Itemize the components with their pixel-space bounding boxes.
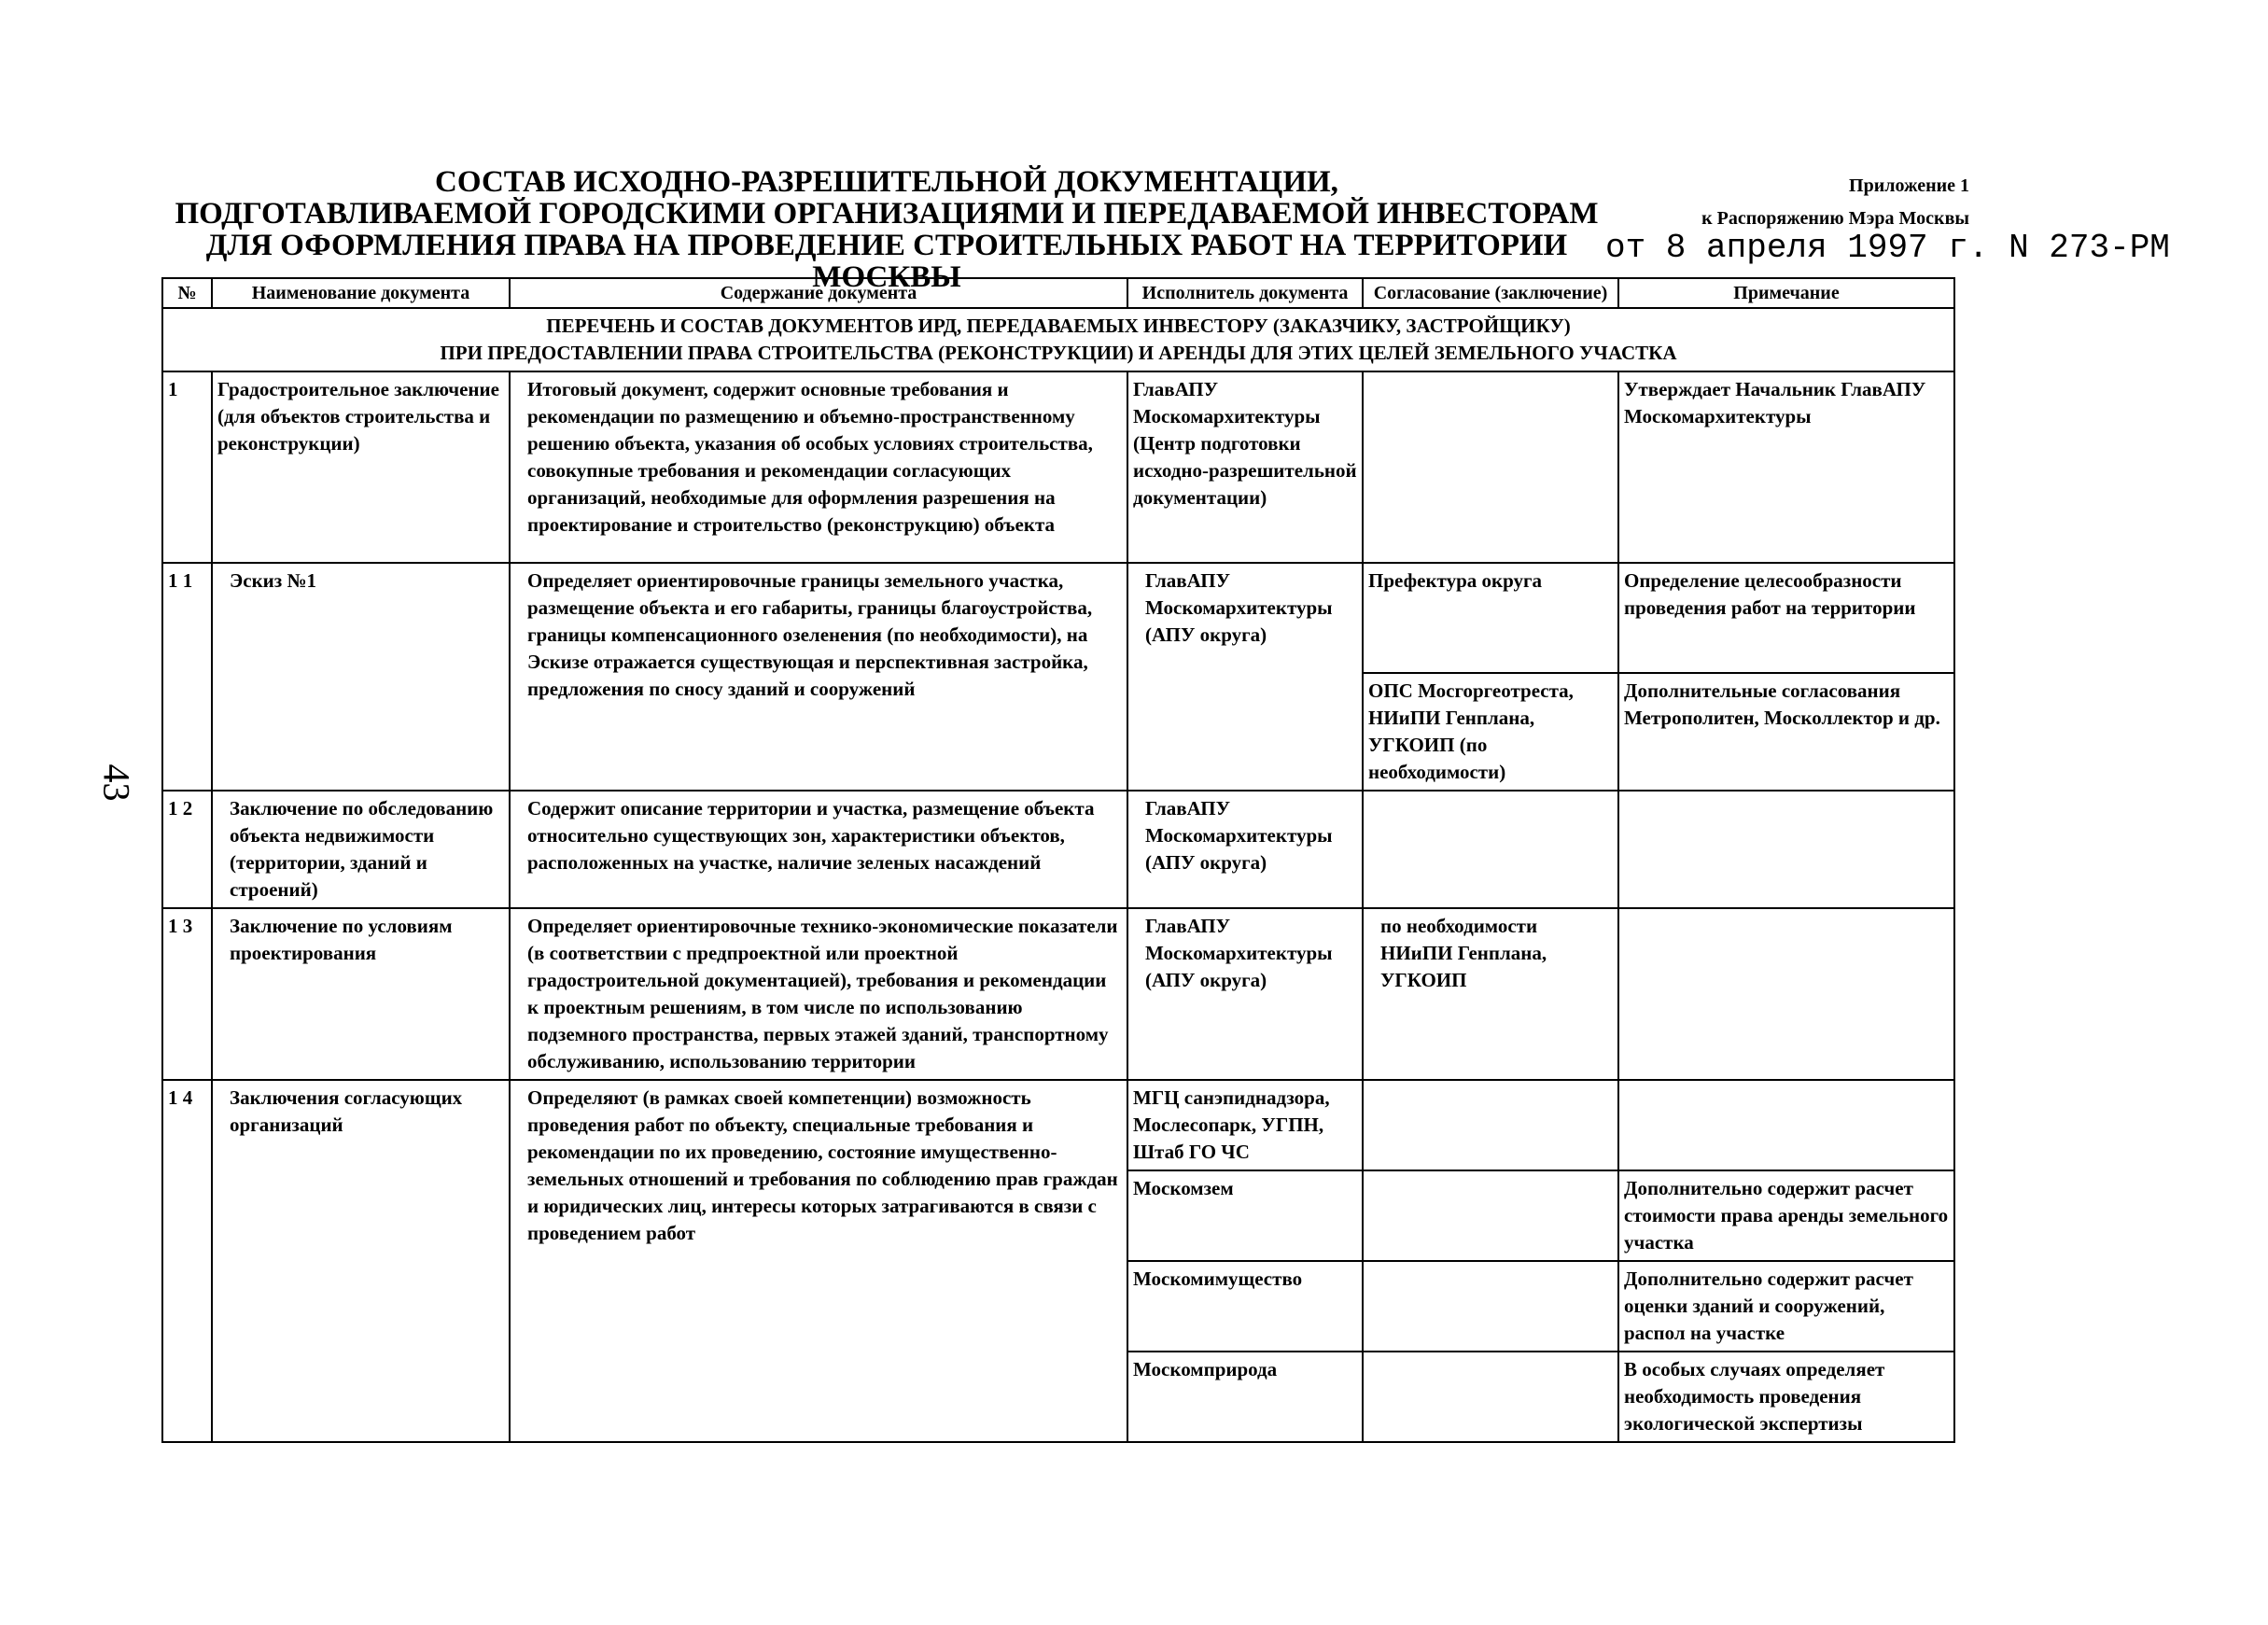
document-executor: Москомприрода [1127, 1352, 1363, 1442]
table-header-row [162, 278, 1954, 308]
table-row [162, 563, 1954, 673]
col-header-content: Содержание документа [510, 278, 1127, 308]
document-approval: ОПС Мосгоргеотреста, НИиПИ Генплана, УГКОИП (по необходимости) [1363, 673, 1618, 791]
document-content: Итоговый документ, содержит основные требования и рекомендации по размещению и объемно-пространственному решению объекта, указания об особых условиях строительства, совокупные требования и рекомендации согласующих организаций, необходимые для оформления разрешения на проектирование и строительство (реконструкцию) объекта [510, 371, 1127, 563]
document-executor: ГлавАПУ Москомархитектуры (АПУ округа) [1127, 908, 1363, 1080]
document-note [1618, 791, 1954, 908]
table-row [162, 1080, 1954, 1170]
document-content: Определяет ориентировочные технико-экономические показатели (в соответствии с предпроектной или проектной градостроительной документацией), требования и рекомендации к проектным решениям, в том числе по использованию подземного пространства, первых этажей зданий, транспортному обслуживанию, использованию территории [510, 908, 1127, 1080]
document-content: Содержит описание территории и участка, размещение объекта относительно существующих зон, характеристики объектов, расположенных на участке, наличие зеленых насаждений [510, 791, 1127, 908]
col-header-executor: Исполнитель документа [1127, 278, 1363, 308]
document-name: Градостроительное заключение (для объектов строительства и реконструкции) [212, 371, 510, 563]
document-approval [1363, 1170, 1618, 1261]
document-executor: Москомзем [1127, 1170, 1363, 1261]
appendix-order-ref: к Распоряжению Мэра Москвы [1701, 208, 1969, 229]
document-note: Дополнительно содержит расчет оценки зданий и сооружений, распол на участке [1618, 1261, 1954, 1352]
page-number: 43 [95, 763, 138, 802]
document-executor: ГлавАПУ Москомархитектуры (Центр подготовки исходно-разрешительной документации) [1127, 371, 1363, 563]
appendix-label: Приложение 1 [1849, 175, 1969, 196]
title-line-2: ПОДГОТАВЛИВАЕМОЙ ГОРОДСКИМИ ОРГАНИЗАЦИЯМИ И ПЕРЕДАВАЕМОЙ ИНВЕСТОРАМ [175, 197, 1599, 231]
table-row [162, 908, 1954, 1080]
table-row [162, 371, 1954, 563]
table-row [162, 791, 1954, 908]
col-header-name: Наименование документа [212, 278, 510, 308]
row-number: 1 3 [162, 908, 212, 1080]
title-line-1: СОСТАВ ИСХОДНО-РАЗРЕШИТЕЛЬНОЙ ДОКУМЕНТАЦИИ, [435, 165, 1338, 199]
col-header-approval: Согласование (заключение) [1363, 278, 1618, 308]
document-executor: ГлавАПУ Москомархитектуры (АПУ округа) [1127, 563, 1363, 791]
document-approval [1363, 1261, 1618, 1352]
document-note [1618, 1080, 1954, 1170]
documents-table [161, 277, 1955, 1443]
section-title-line-1: ПЕРЕЧЕНЬ И СОСТАВ ДОКУМЕНТОВ ИРД, ПЕРЕДАВАЕМЫХ ИНВЕСТОРУ (ЗАКАЗЧИКУ, ЗАСТРОЙЩИКУ) [546, 315, 1571, 337]
document-approval: Префектура округа [1363, 563, 1618, 673]
row-number: 1 4 [162, 1080, 212, 1442]
appendix-block [1615, 170, 1969, 235]
document-content: Определяет ориентировочные границы земельного участка, размещение объекта и его габариты, границы благоустройства, границы компенсационного озеленения (по необходимости), на Эскизе отражается существующая и перспективная застройка, предложения по сносу зданий и сооружений [510, 563, 1127, 791]
col-header-number: № [162, 278, 212, 308]
document-executor: ГлавАПУ Москомархитектуры (АПУ округа) [1127, 791, 1363, 908]
document-name: Заключение по обследованию объекта недвижимости (территории, зданий и строений) [212, 791, 510, 908]
row-number: 1 1 [162, 563, 212, 791]
row-number: 1 2 [162, 791, 212, 908]
document-name: Заключение по условиям проектирования [212, 908, 510, 1080]
document-note [1618, 908, 1954, 1080]
document-content: Определяют (в рамках своей компетенции) возможность проведения работ по объекту, специальные требования и рекомендации по их проведению, состояние имущественно-земельных отношений и требования по соблюдению прав граждан и юридических лиц, интересы которых затрагиваются в связи с проведением работ [510, 1080, 1127, 1442]
title-line-3: ДЛЯ ОФОРМЛЕНИЯ ПРАВА НА ПРОВЕДЕНИЕ СТРОИТЕЛЬНЫХ РАБОТ НА ТЕРРИТОРИИ МОСКВЫ [205, 229, 1568, 294]
document-approval: по необходимости НИиПИ Генплана, УГКОИП [1363, 908, 1618, 1080]
row-number: 1 [162, 371, 212, 563]
document-note: Утверждает Начальник ГлавАПУ Москомархитектуры [1618, 371, 1954, 563]
document-note: Дополнительные согласования Метрополитен, Москоллектор и др. [1618, 673, 1954, 791]
section-title-row [162, 308, 1954, 371]
document-executor: МГЦ санэпиднадзора, Мослесопарк, УГПН, Штаб ГО ЧС [1127, 1080, 1363, 1170]
order-number: от 8 апреля 1997 г. N 273-РМ [1605, 229, 2170, 267]
document-approval [1363, 371, 1618, 563]
document-note: Дополнительно содержит расчет стоимости права аренды земельного участка [1618, 1170, 1954, 1261]
document-approval [1363, 1080, 1618, 1170]
col-header-note: Примечание [1618, 278, 1954, 308]
document-name: Эскиз №1 [212, 563, 510, 791]
document-name: Заключения согласующих организаций [212, 1080, 510, 1442]
document-approval [1363, 791, 1618, 908]
section-title [162, 308, 1954, 371]
document-note: В особых случаях определяет необходимость проведения экологической экспертизы [1618, 1352, 1954, 1442]
document-executor: Москомимущество [1127, 1261, 1363, 1352]
document-approval [1363, 1352, 1618, 1442]
section-title-line-2: ПРИ ПРЕДОСТАВЛЕНИИ ПРАВА СТРОИТЕЛЬСТВА (РЕКОНСТРУКЦИИ) И АРЕНДЫ ДЛЯ ЭТИХ ЦЕЛЕЙ ЗЕМЕЛЬНОГО УЧАСТКА [440, 342, 1677, 364]
document-title [159, 166, 1615, 293]
document-note: Определение целесообразности проведения работ на территории [1618, 563, 1954, 673]
